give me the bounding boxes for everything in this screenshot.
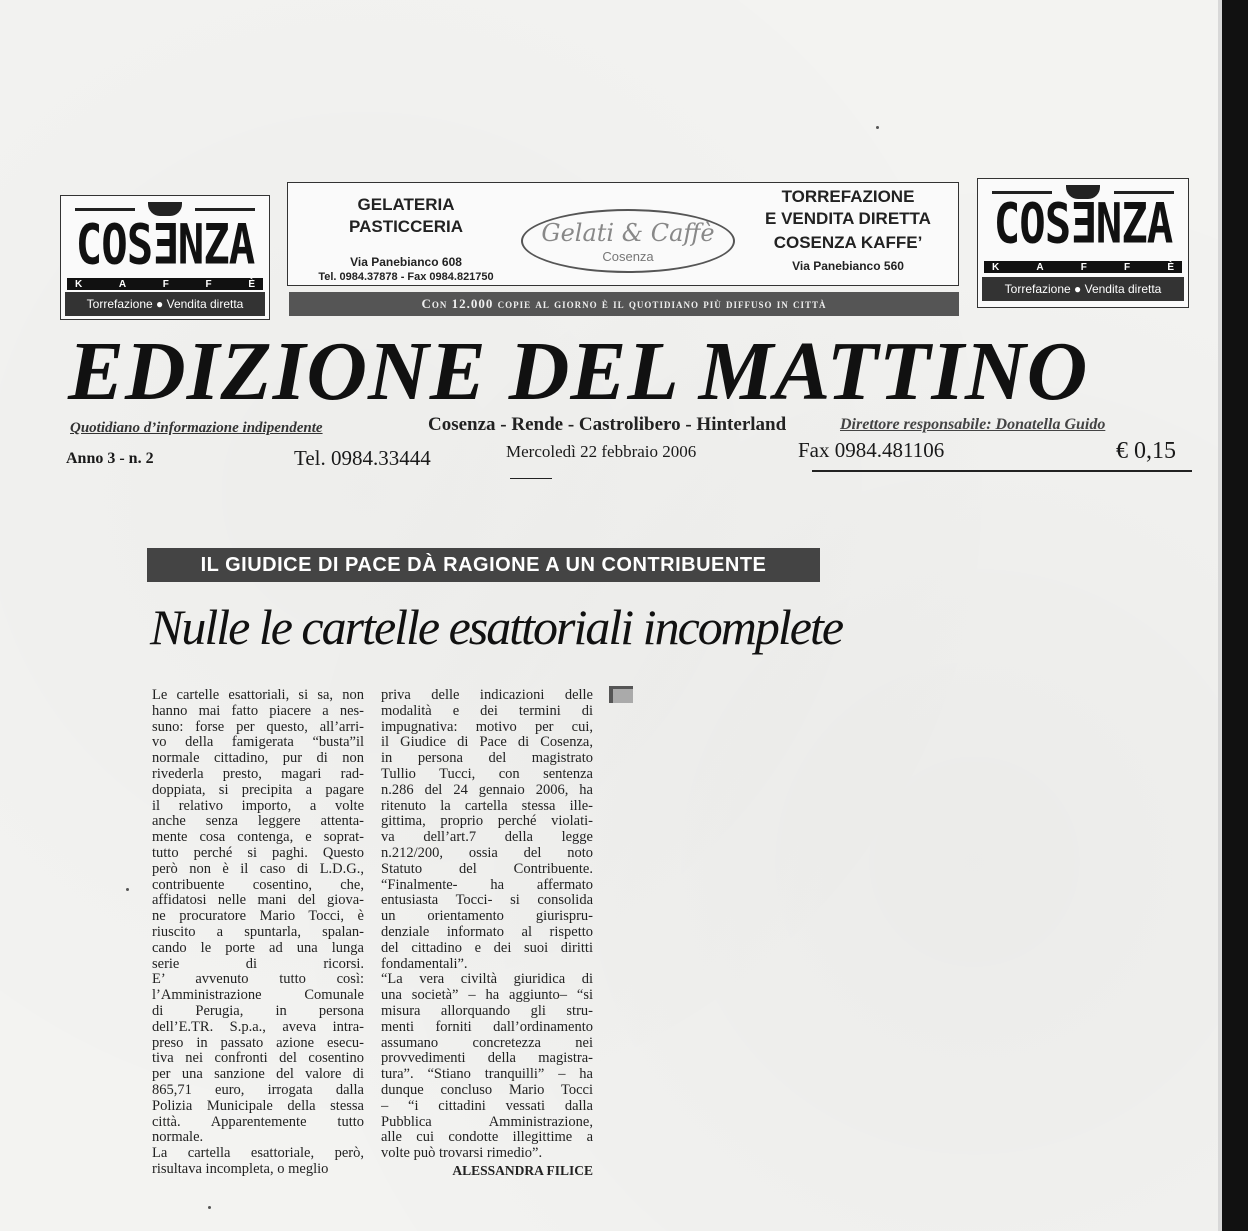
circulation-banner: Con 12.000 copie al giorno è il quotidiano più diffuso in città [289,292,959,316]
article-line: riuscito a spuntarla, spalan- [152,924,364,940]
article-line: ritenuto la cartella stessa ille- [381,798,593,814]
logo-letter: F [1080,261,1087,273]
article-line: E’ avvenuto tutto così: [152,972,364,988]
article-line: entusiasta Tocci- si consolida [381,893,593,909]
article-line: di Perugia, in persona [152,1003,364,1019]
article-line: tura”. “Stiano tranquilli” – ha [381,1067,593,1083]
ad-text: COSENZA KAFFE’ [773,233,923,252]
ad-text: E VENDITA DIRETTA [765,209,931,228]
cosenza-kaffe-logo-right [977,178,1189,308]
article-line: ne procuratore Mario Tocci, è [152,909,364,925]
issue-info [66,438,1192,470]
article-line: rivederla presto, magari rad- [152,766,364,782]
article-line: dunque concluso Mario Tocci [381,1082,593,1098]
fax: Fax 0984.481106 [798,438,945,462]
article-line: serie di ricorsi. [152,956,364,972]
phone: Tel. 0984.33444 [294,446,431,470]
logo-letter: È [248,278,255,290]
article-line: fondamentali”. [381,956,468,972]
article-line: volte può trovarsi rimedio”. [381,1146,543,1162]
article-line: gittima, proprio perché violati- [381,814,593,830]
tagline: Quotidiano d’informazione indipendente [70,420,323,436]
logo-letter: A [1036,261,1044,273]
logo-letter: F [205,278,212,290]
coverage-areas: Cosenza - Rende - Castrolibero - Hinterland [428,414,787,435]
logo-letter: È [1167,261,1174,273]
logo-tagline: Torrefazione ● Vendita diretta [65,292,265,316]
article-line: città. Apparentemente tutto [152,1114,364,1130]
scan-speck [876,126,879,129]
article-column-2 [381,688,593,1179]
article-kicker: IL GIUDICE DI PACE DÀ RAGIONE A UN CONTRIBUENTE [147,548,820,582]
issue-date: Mercoledì 22 febbraio 2006 [506,442,697,461]
article-column-1 [152,688,364,1178]
article-line: denziale informato al rispetto [381,924,593,940]
article-headline: Nulle le cartelle esattoriali incomplete [150,599,843,655]
article-line: però non è il caso di L.D.G., [152,861,364,877]
article-line: Tullio Tucci, con sentenza [381,766,593,782]
ad-oval-logo [521,209,735,273]
ad-phone: Tel. 0984.37878 - Fax 0984.821750 [318,271,494,283]
article-line: risultava incompleta, o meglio [152,1161,329,1177]
article-line: Statuto del Contribuente. [381,861,593,877]
logo-letter: F [1124,261,1131,273]
article-line: menti forniti dall’ordinamento [381,1019,593,1035]
article-line: Polizia Municipale della stessa [152,1098,364,1114]
article-line: l’Amministrazione Comunale [152,988,364,1004]
logo-letter: F [162,278,169,290]
center-advertisement [287,182,959,286]
article-line: hanno mai fatto piacere a nes- [152,703,364,719]
article-line: alle cui condotte illegittime a [381,1130,593,1146]
article-byline: ALESSANDRA FILICE [452,1162,593,1178]
article-line: “Finalmente- ha affermato [381,877,593,893]
scan-edge [1218,0,1248,1231]
ad-gelateria [288,183,524,285]
article-line: va dell’art.7 della legge [381,830,593,846]
article-line: Pubblica Amministrazione, [381,1114,593,1130]
article-line: normale. [152,1130,204,1146]
logo-letter: K [992,261,1000,273]
ad-address: Via Panebianco 608 [350,255,462,269]
logo-wordmark: COSƎNZA [993,192,1173,257]
scan-speck [208,1206,211,1209]
article-line: per una sanzione del valore di [152,1067,364,1083]
article-line: n.286 del 24 gennaio 2006, ha [381,782,593,798]
article-line: del cittadino e dei suoi diritti [381,940,593,956]
article-line: vo della famigerata “busta”il [152,735,364,751]
oval-title: Gelati & Caffè [541,219,715,247]
article-line: preso in passato azione esecu- [152,1035,364,1051]
price: € 0,15 [1116,438,1176,464]
article-line: normale cittadino, pur di non [152,751,364,767]
header-rule [510,478,552,479]
cosenza-kaffe-logo-left [60,195,270,320]
article-line: doppiata, si precipita a pagare [152,782,364,798]
article-line: – “i cittadini vessati dalla [381,1098,593,1114]
article-line: provvedimenti della magistra- [381,1051,593,1067]
article-line: impugnativa: motivo per cui, [381,719,593,735]
article-line: modalità e dei termini di [381,703,593,719]
scan-speck [126,888,129,891]
article-line: 865,71 euro, irrogata dalla [152,1082,364,1098]
article-line: una società” – ha aggiunto– “si [381,988,593,1004]
logo-wordmark: COSƎNZA [75,213,255,278]
ad-torrefazione [738,183,958,285]
article-line: “La vera civiltà giuridica di [381,972,593,988]
header-rule [812,470,1192,472]
article-line: tiva nei confronti del cosentino [152,1051,364,1067]
article-line: cando le porte ad una lunga [152,940,364,956]
article-line: affidatosi nelle mani del giova- [152,893,364,909]
article-line: il relativo importo, a volte [152,798,364,814]
logo-kaffe-row [67,278,263,290]
ad-text: GELATERIA [357,195,455,214]
article-line: mente cosa contenga, e soprat- [152,830,364,846]
article-line: n.212/200, ossia del noto [381,845,593,861]
article-line: in persona del magistrato [381,751,593,767]
oval-subtitle: Cosenza [602,249,654,264]
logo-kaffe-row [984,261,1182,273]
article-line: dell’E.TR. S.p.a., aveva intra- [152,1019,364,1035]
article-line: Le cartelle esattoriali, si sa, non [152,688,364,703]
article-line: misura allorquando gli stru- [381,1003,593,1019]
director: Direttore responsabile: Donatella Guido [840,416,1106,433]
article-line: assumano concretezza nei [381,1035,593,1051]
article-line: contribuente cosentino, che, [152,877,364,893]
article-line: anche senza leggere attenta- [152,814,364,830]
article-line: suno: forse per questo, all’arri- [152,719,364,735]
logo-tagline: Torrefazione ● Vendita diretta [982,277,1184,301]
ad-address: Via Panebianco 560 [792,259,904,273]
photo-fragment [609,686,633,703]
article-line: priva delle indicazioni delle [381,688,593,703]
article-line: tutto perché si paghi. Questo [152,845,364,861]
issue-number: Anno 3 - n. 2 [66,450,154,467]
ad-text: PASTICCERIA [349,217,463,236]
masthead-subline [70,414,1190,440]
ad-text: TORREFAZIONE [781,187,915,206]
article-line: il Giudice di Pace di Cosenza, [381,735,593,751]
logo-letter: K [75,278,83,290]
logo-letter: A [118,278,127,290]
masthead-title: EDIZIONE DEL MATTINO [68,325,1089,418]
article-line: un orientamento giurispru- [381,909,593,925]
article-line: La cartella esattoriale, però, [152,1146,364,1162]
